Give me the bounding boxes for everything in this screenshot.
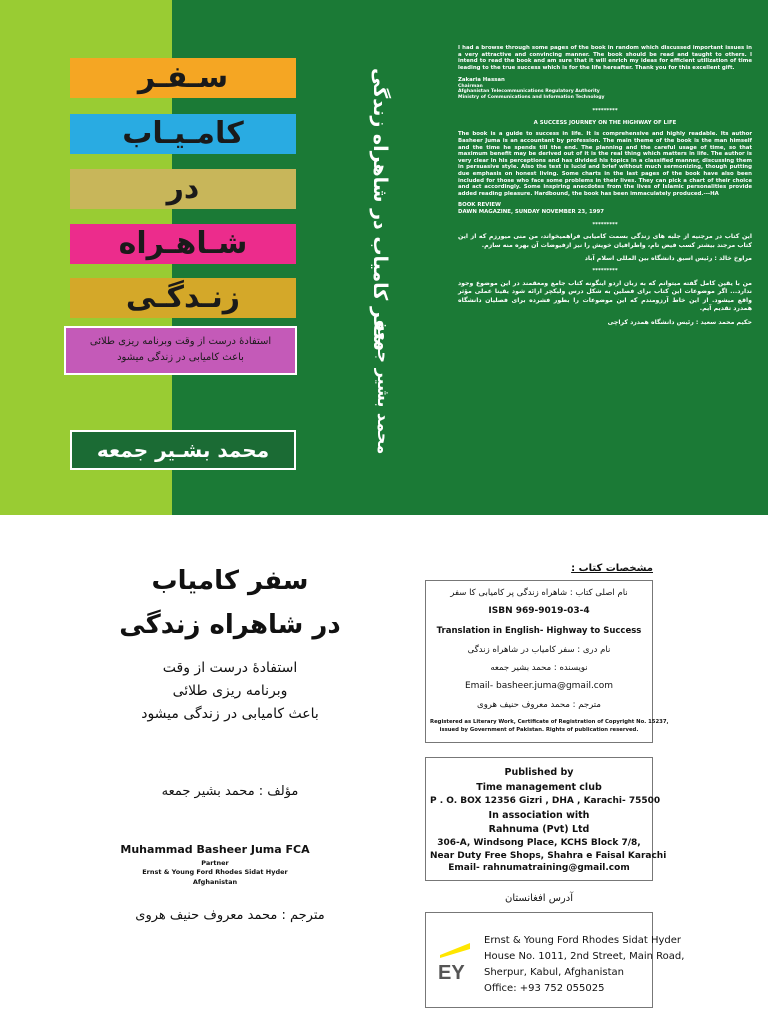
spec-registration-1: Registered as Literary Work, Certificate of Registration of Copyright No. 15237,	[430, 719, 669, 725]
book-specs-heading: مشخصات کتاب :	[571, 563, 653, 574]
back-quote: I had a browse through some pages of the book in random which discussed important issues in a very attractive and convincing manner. The book should be read and taught to others. I intend to read the book and am sure that it will enrich my ideas for efficient utilization of time leading to the true success which is for the life hereafter. Thank you for this excellent gift.	[458, 45, 752, 71]
title-page-subtitle-1: استفادۀ درست از وقت	[162, 660, 298, 676]
publisher-address-1: 306-A, Windsong Place, KCHS Block 7/8,	[437, 838, 641, 848]
spine-author: محمد بشیر جمعه	[374, 322, 393, 455]
publisher-po-box: P . O. BOX 12356 Gizri , DHA , Karachi- 75500	[430, 796, 661, 806]
back-urdu-sig-1: مراوخ خالد : رئیس اسبق دانشگاه بین المللی اسلام آباد	[584, 254, 752, 262]
back-review-text: The book is a guide to success in life. It is comprehensive and highly readable. Its author Basheer Juma is an accountant by profession. The main theme of the book is the man himself and the time he spends till the end. The planning and the careful usage of time, so that maximum benefit may be derived out of it is the real thing which matters in life. The author is very clear in his perceptions and has divided his topics in a classified manner, discussing them in persuasive style. Also the text is lucid and brief without much sermonizing, though putting due emphasis on honest living. Some charts in the last pages of the book have also been included for those who face some problems in their lives. They can pick a chart of their choice and act accordingly. Some inspiring anecdotes from the lives of Islamic personalities provide added reading pleasure. Hardbound, the book has been immaculately produced.---HA	[458, 131, 752, 197]
cover-subtitle-line-2: باعث کامیابی در زندگی میشود	[117, 352, 244, 363]
spine-title: سفر کامیاب در شاهراه زندگی	[369, 68, 391, 352]
afghanistan-line-1: Ernst & Young Ford Rhodes Sidat Hyder	[484, 935, 681, 946]
title-page-author: مؤلف : محمد بشیر جمعه	[161, 784, 299, 799]
afghanistan-address-heading: آدرس افغانستان	[505, 893, 573, 904]
cover-subtitle-box	[64, 326, 297, 375]
back-quote-role-1: Chairman	[458, 83, 483, 89]
title-page-partner: Partner	[201, 859, 229, 867]
cover-title-bar-4: شـاهـراه	[70, 224, 296, 264]
afghanistan-line-2: House No. 1011, 2nd Street, Main Road,	[484, 951, 685, 962]
title-page-subtitle-2: وبرنامه ریزی طلائی	[172, 683, 288, 699]
spec-translation: Translation in English- Highway to Success	[436, 626, 642, 636]
cover-title-bar-2: کامـیـاب	[70, 114, 296, 154]
cover-title-bar-1: سـفـر	[70, 58, 296, 98]
back-separator-3: *********	[592, 268, 618, 275]
publisher-box	[425, 757, 667, 881]
title-page-firm: Ernst & Young Ford Rhodes Sidat Hyder	[142, 868, 288, 876]
cover-subtitle-line-1: استفادۀ درست از وقت وبرنامه ریزی طلائی	[89, 336, 272, 347]
cover-title-bar-5: زنـدگـی	[70, 278, 296, 318]
afghanistan-line-3: Sherpur, Kabul, Afghanistan	[484, 967, 624, 978]
ey-logo-icon	[436, 941, 470, 981]
back-cover-text	[458, 45, 752, 332]
title-page-country: Afghanistan	[192, 878, 238, 886]
back-review-source-1: BOOK REVIEW	[458, 202, 501, 209]
spec-translator: مترجم : محمد معروف حنیف هروی	[477, 700, 601, 710]
back-quote-author: Zakaria Hassan	[458, 77, 505, 84]
back-review-source-2: DAWN MAGAZINE, SUNDAY NOVEMBER 23, 1997	[458, 208, 605, 215]
back-quote-role-2: Afghanistan Telecommunications Regulatory Authority	[458, 89, 600, 95]
back-urdu-sig-2: حکیم محمد سعید : رئیس دانشگاه همدرد کراچی	[607, 318, 752, 326]
title-page-english-name: Muhammad Basheer Juma FCA	[120, 843, 310, 856]
book-specs-box	[425, 580, 669, 743]
back-separator-1: *********	[592, 108, 618, 115]
back-urdu-para-1: این کتاب در مرجنیه از جلبه های زندگی بسمت کامیابی فراهمیخواند، من منی میورزم که از این کتاب مرجند بیشتر کسب فیض تام، واطرافیان خویش را نیز ازفیوضات آن بهره منه سازم.	[458, 233, 752, 249]
spec-isbn: ISBN 969-9019-03-4	[488, 606, 590, 616]
spec-original-name: نام اصلی کتاب : شاهراه زندگی پر کامیابی کا سفر	[450, 588, 628, 598]
ey-logo-text: EY	[438, 962, 465, 981]
publisher-published-by: Published by	[504, 767, 574, 778]
title-page-title-2: در شاهراه زندگی	[119, 610, 341, 640]
cover-author-bar: محمد بشـیر جمعه	[70, 430, 296, 470]
spec-registration-2: issued by Government of Pakistan. Rights of publication reserved.	[439, 727, 639, 733]
back-separator-2: *********	[592, 221, 618, 228]
spec-email: Email- basheer.juma@gmail.com	[464, 681, 614, 691]
back-quote-role-3: Ministry of Communications and Information Technology	[458, 94, 605, 100]
publisher-email: Email- rahnumatraining@gmail.com	[448, 863, 630, 873]
afghanistan-line-4: Office: +93 752 055025	[484, 983, 605, 994]
title-page-title-1: سفر کامیاب	[151, 566, 309, 596]
cover-title-bar-3: در	[70, 169, 296, 209]
publisher-club: Time management club	[476, 782, 602, 793]
spec-dari-name: نام دری : سفر کامیاب در شاهراه زندگی	[467, 645, 611, 655]
publisher-rahnuma: Rahnuma (Pvt) Ltd	[488, 824, 590, 835]
spec-author: نویسنده : محمد بشیر جمعه	[490, 663, 588, 673]
title-page-subtitle-3: باعث کامیابی در زندگی میشود	[141, 706, 319, 722]
publisher-address-2: Near Duty Free Shops, Shahra e Faisal Karachi	[430, 851, 667, 861]
publisher-association: In association with	[488, 810, 590, 821]
back-urdu-para-2: من با یقین کامل گفته میتوانم که به زبان اردو اینگونه کتاب جامع ومعقمند در این موضوع وجود ندارد... اگر موضوعات این کتاب برای فصلین به شکل درس ولیکچر ارائه شود یقینا عملی مؤثر واقع میشود. از این خاط آرزومندم که این موضوعات را بطور فشرده برای فصلیان دانشگاه همدرد تقدیم آیم.	[458, 279, 752, 313]
afghanistan-address-box	[425, 912, 685, 1008]
title-page-translator: مترجم : محمد معروف حنیف هروی	[135, 908, 325, 923]
back-review-title: A SUCCESS JOURNEY ON THE HIGHWAY OF LIFE	[533, 119, 677, 126]
